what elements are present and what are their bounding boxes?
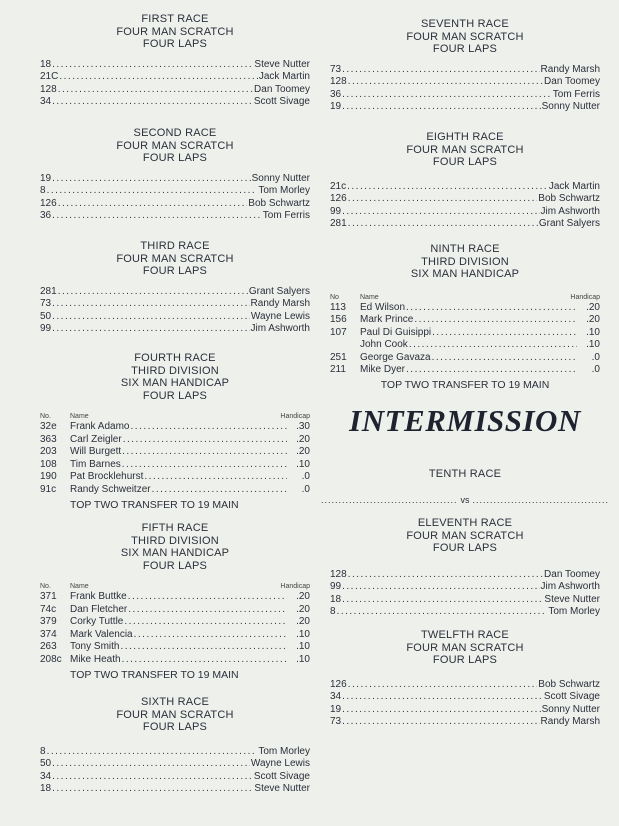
entry-handicap: .20 [296, 591, 310, 602]
entry-row [40, 459, 310, 472]
entry-handicap: .20 [586, 301, 600, 313]
entry-list [330, 64, 600, 114]
entry-row [40, 173, 310, 186]
race-division: THIRD DIVISION [131, 534, 219, 547]
entry-name: Tom Morley [258, 745, 310, 757]
entry-row [330, 352, 600, 365]
entry-number: 50 [40, 758, 52, 770]
entry-number: 128 [40, 83, 57, 95]
entry-name: Mike Dyer [360, 364, 406, 376]
entry-row [40, 421, 310, 434]
col-no: No. [40, 413, 51, 420]
entry-handicap: .20 [296, 433, 310, 445]
entry-row [40, 198, 310, 211]
race-3 [40, 240, 310, 336]
entry-number: 74c [40, 603, 57, 615]
entry-handicap: .10 [296, 641, 310, 653]
entry-name: Steve Nutter [254, 58, 310, 70]
race-title: NINTH RACE [430, 243, 500, 255]
entry-number: 113 [330, 301, 346, 313]
race-title: EIGHTH RACE [426, 131, 504, 143]
matchup-line: ....................................... vs ....................................... [320, 494, 610, 505]
entry-row [40, 758, 310, 771]
entry-row [40, 654, 310, 667]
col-handicap: Handicap [280, 583, 310, 590]
entry-name: Jim Ashworth [540, 205, 600, 217]
race-6 [40, 696, 310, 796]
race-laps: FOUR LAPS [432, 43, 498, 55]
entry-name: Dan Toomey [544, 568, 600, 580]
entry-name: Scott Sivage [253, 770, 310, 782]
transfer-note: TOP TWO TRANSFER TO 19 MAIN [70, 498, 239, 511]
race-title: THIRD RACE [140, 240, 210, 252]
entry-number: 73 [330, 716, 342, 728]
race-title: SIXTH RACE [140, 696, 209, 708]
entry-handicap: .10 [586, 339, 600, 351]
race-format: FOUR MAN SCRATCH [406, 529, 524, 542]
entry-number: 36 [330, 88, 342, 100]
entry-handicap: .20 [296, 603, 310, 615]
entry-name: Sonny Nutter [541, 703, 600, 715]
entry-row [330, 691, 600, 704]
entry-row [330, 364, 600, 377]
entry-row [40, 71, 310, 84]
entry-name: Dan Toomey [254, 83, 310, 95]
entry-name: Mike Heath [70, 653, 121, 665]
entry-number: 99 [40, 323, 52, 335]
entry-row [330, 606, 600, 619]
entry-name: Ed Wilson [360, 301, 406, 313]
entry-number: 126 [330, 678, 347, 690]
entry-number: 34 [40, 770, 52, 782]
race-title: TENTH RACE [428, 468, 502, 480]
entry-row [40, 629, 310, 642]
entry-list [330, 181, 600, 231]
race-laps: FOUR LAPS [432, 654, 498, 666]
entry-number: 8 [330, 606, 336, 618]
entry-name: Steve Nutter [544, 593, 600, 605]
entry-row [40, 446, 310, 459]
entry-row [330, 716, 600, 729]
entry-row [330, 101, 600, 114]
col-name: Name [70, 413, 89, 420]
race-laps: FOUR LAPS [142, 38, 208, 50]
entry-number: 73 [40, 298, 52, 310]
entry-row [330, 314, 600, 327]
race-format: SIX MAN HANDICAP [120, 377, 230, 389]
entry-row [40, 434, 310, 447]
race-4 [40, 352, 310, 511]
race-11 [330, 517, 600, 619]
entry-number: 263 [40, 641, 57, 653]
entry-row [330, 76, 600, 89]
entry-row [40, 771, 310, 784]
entry-row [40, 298, 310, 311]
entry-name: Dan Fletcher [70, 603, 128, 615]
entry-name: Pat Brocklehurst [70, 471, 144, 483]
entry-row [40, 311, 310, 324]
race-title: FIRST RACE [141, 13, 209, 25]
intermission-heading: INTERMISSION [349, 403, 581, 438]
entry-name: Grant Salyers [248, 285, 310, 297]
race-laps: FOUR LAPS [432, 156, 498, 168]
entry-number: 281 [330, 218, 347, 230]
entry-row [330, 327, 600, 340]
entry-name: Carl Zeigler [70, 433, 122, 445]
race-format: FOUR MAN SCRATCH [116, 252, 234, 265]
entry-number: 190 [40, 471, 57, 483]
entry-name: Mark Prince [360, 314, 414, 326]
race-2 [40, 127, 310, 223]
race-laps: FOUR LAPS [142, 265, 208, 277]
race-format: FOUR MAN SCRATCH [116, 708, 234, 721]
entry-handicap: .10 [296, 628, 310, 640]
entry-number: 34 [330, 691, 342, 703]
entry-list [40, 591, 310, 667]
race-format: SIX MAN HANDICAP [120, 547, 230, 559]
race-format: FOUR MAN SCRATCH [406, 30, 524, 43]
race-title: SECOND RACE [133, 127, 217, 139]
entry-name: George Gavaza [360, 351, 431, 363]
entry-number: 19 [40, 172, 52, 184]
race-format: FOUR MAN SCRATCH [406, 641, 524, 654]
entry-handicap: .20 [296, 446, 310, 458]
col-name: Name [70, 583, 89, 590]
table-header [40, 412, 310, 421]
entry-number: 203 [40, 446, 57, 458]
entry-row [40, 59, 310, 72]
entry-number: 34 [40, 96, 52, 108]
entry-number: 91c [40, 483, 57, 495]
entry-number: 18 [40, 783, 52, 795]
race-8 [330, 131, 600, 231]
entry-number: 18 [40, 58, 52, 70]
entry-list [330, 679, 600, 729]
entry-row [40, 286, 310, 299]
entry-name: Randy Marsh [540, 63, 600, 75]
race-7 [330, 18, 600, 114]
race-format: SIX MAN HANDICAP [410, 268, 520, 280]
entry-number: 21c [330, 180, 347, 192]
entry-name: Tim Barnes [70, 458, 121, 470]
entry-row [40, 616, 310, 629]
entry-handicap: .20 [296, 616, 310, 628]
race-title: ELEVENTH RACE [417, 517, 513, 529]
entry-name: John Cook [360, 339, 408, 351]
transfer-note: TOP TWO TRANSFER TO 19 MAIN [380, 379, 550, 392]
entry-row [40, 185, 310, 198]
race-division: THIRD DIVISION [421, 255, 509, 268]
entry-name: Jack Martin [258, 71, 310, 83]
entry-name: Will Burgett [70, 446, 122, 458]
race-format: FOUR MAN SCRATCH [116, 25, 234, 38]
entry-list [40, 286, 310, 336]
entry-name: Wayne Lewis [250, 758, 310, 770]
entry-number: 99 [330, 581, 342, 593]
entry-row [330, 594, 600, 607]
entry-handicap: .0 [591, 364, 600, 376]
entry-name: Jim Ashworth [250, 323, 310, 335]
entry-row [330, 704, 600, 717]
entry-number: 19 [330, 703, 342, 715]
entry-name: Bob Schwartz [538, 193, 600, 205]
entry-list [40, 173, 310, 223]
entry-number: 363 [40, 433, 57, 445]
entry-row [330, 218, 600, 231]
entry-list [40, 421, 310, 497]
race-title: SEVENTH RACE [421, 18, 509, 30]
entry-number: 251 [330, 351, 347, 363]
col-no: No. [40, 583, 51, 590]
entry-number: 208c [40, 653, 62, 665]
race-format: FOUR MAN SCRATCH [406, 143, 524, 156]
race-laps: FOUR LAPS [142, 152, 208, 164]
entry-name: Mark Valencia [70, 628, 133, 640]
entry-handicap: .30 [296, 421, 310, 432]
entry-row [40, 471, 310, 484]
entry-number: 73 [330, 63, 342, 75]
entry-name: Dan Toomey [544, 76, 600, 88]
entry-number: 128 [330, 76, 347, 88]
entry-number: 32e [40, 421, 57, 432]
entry-number: 36 [40, 210, 52, 222]
entry-row [330, 89, 600, 102]
entry-name: Paul Di Guisippi [360, 326, 432, 338]
entry-number: 19 [330, 101, 342, 113]
entry-name: Randy Schweitzer [70, 483, 151, 495]
entry-row [40, 641, 310, 654]
entry-row [40, 84, 310, 97]
col-name: Name [360, 293, 379, 301]
entry-number: 379 [40, 616, 57, 628]
race-title: FOURTH RACE [134, 352, 216, 364]
entry-list [40, 59, 310, 109]
entry-number: 126 [330, 193, 347, 205]
entry-row [330, 679, 600, 692]
entry-row [40, 604, 310, 617]
table-header [40, 582, 310, 591]
entry-handicap: .0 [301, 483, 310, 495]
entry-name: Jim Ashworth [540, 581, 600, 593]
entry-name: Tom Ferris [262, 210, 310, 222]
entry-name: Randy Marsh [250, 298, 310, 310]
entry-name: Bob Schwartz [248, 197, 310, 209]
race-division: THIRD DIVISION [131, 364, 219, 377]
entry-name: Bob Schwartz [538, 678, 600, 690]
entry-name: Grant Salyers [538, 218, 600, 230]
entry-name: Wayne Lewis [250, 310, 310, 322]
entry-number: 128 [330, 568, 347, 580]
entry-name: Frank Adamo [70, 421, 130, 432]
entry-number: 50 [40, 310, 52, 322]
col-handicap: Handicap [570, 293, 600, 301]
entry-name: Tom Morley [548, 606, 600, 618]
entry-name: Scott Sivage [253, 96, 310, 108]
entry-list [330, 569, 600, 619]
entry-row [40, 484, 310, 497]
race-10 [320, 468, 610, 505]
entry-number: 281 [40, 285, 57, 297]
entry-name: Sonny Nutter [541, 101, 600, 113]
entry-row [330, 206, 600, 219]
entry-handicap: .0 [301, 471, 310, 483]
race-format: FOUR MAN SCRATCH [116, 139, 234, 152]
entry-number: 371 [40, 591, 57, 602]
entry-row [330, 581, 600, 594]
entry-list [330, 302, 600, 378]
entry-name: Scott Sivage [543, 691, 600, 703]
entry-row [330, 181, 600, 194]
entry-number: 374 [40, 628, 57, 640]
race-laps: FOUR LAPS [142, 721, 208, 733]
entry-name: Frank Buttke [70, 591, 127, 602]
race-laps: FOUR LAPS [142, 559, 208, 572]
race-title: TWELFTH RACE [421, 629, 509, 641]
entry-number: 8 [40, 745, 46, 757]
vs-label: vs [460, 494, 470, 505]
entry-name: Corky Tuttle [70, 616, 124, 628]
race-9 [330, 243, 600, 391]
entry-row [330, 193, 600, 206]
entry-number: 211 [330, 364, 346, 376]
entry-row [40, 96, 310, 109]
entry-number: 99 [330, 205, 342, 217]
entry-name: Steve Nutter [254, 783, 310, 795]
race-laps: FOUR LAPS [142, 389, 208, 402]
entry-name: Sonny Nutter [251, 172, 310, 184]
race-1 [40, 13, 310, 109]
entry-number: 18 [330, 593, 342, 605]
entry-row [330, 339, 600, 352]
entry-number: 8 [40, 185, 46, 197]
entry-name: Tom Morley [258, 185, 310, 197]
entry-row [330, 302, 600, 315]
entry-row [40, 323, 310, 336]
entry-name: Randy Marsh [540, 716, 600, 728]
transfer-note: TOP TWO TRANSFER TO 19 MAIN [70, 668, 239, 681]
entry-row [40, 783, 310, 796]
race-title: FIFTH RACE [141, 522, 209, 534]
race-12 [330, 629, 600, 729]
race-5 [40, 522, 310, 681]
entry-row [40, 746, 310, 759]
entry-name: Tom Ferris [552, 88, 600, 100]
entry-handicap: .10 [296, 653, 310, 665]
entry-handicap: .20 [586, 314, 600, 326]
entry-name: Jack Martin [548, 180, 600, 192]
entry-row [40, 210, 310, 223]
entry-name: Tony Smith [70, 641, 120, 653]
col-handicap: Handicap [280, 413, 310, 420]
entry-handicap: .10 [296, 458, 310, 470]
entry-list [40, 746, 310, 796]
entry-number: 21C [40, 71, 59, 83]
entry-row [330, 64, 600, 77]
entry-handicap: .10 [586, 326, 600, 338]
entry-number: 107 [330, 326, 347, 338]
entry-number: 108 [40, 458, 57, 470]
entry-number: 126 [40, 197, 57, 209]
race-laps: FOUR LAPS [432, 542, 498, 554]
entry-row [330, 569, 600, 582]
entry-row [40, 591, 310, 604]
entry-handicap: .0 [591, 351, 600, 363]
entry-number: 156 [330, 314, 347, 326]
table-header [330, 293, 600, 302]
col-no: No [330, 293, 339, 301]
